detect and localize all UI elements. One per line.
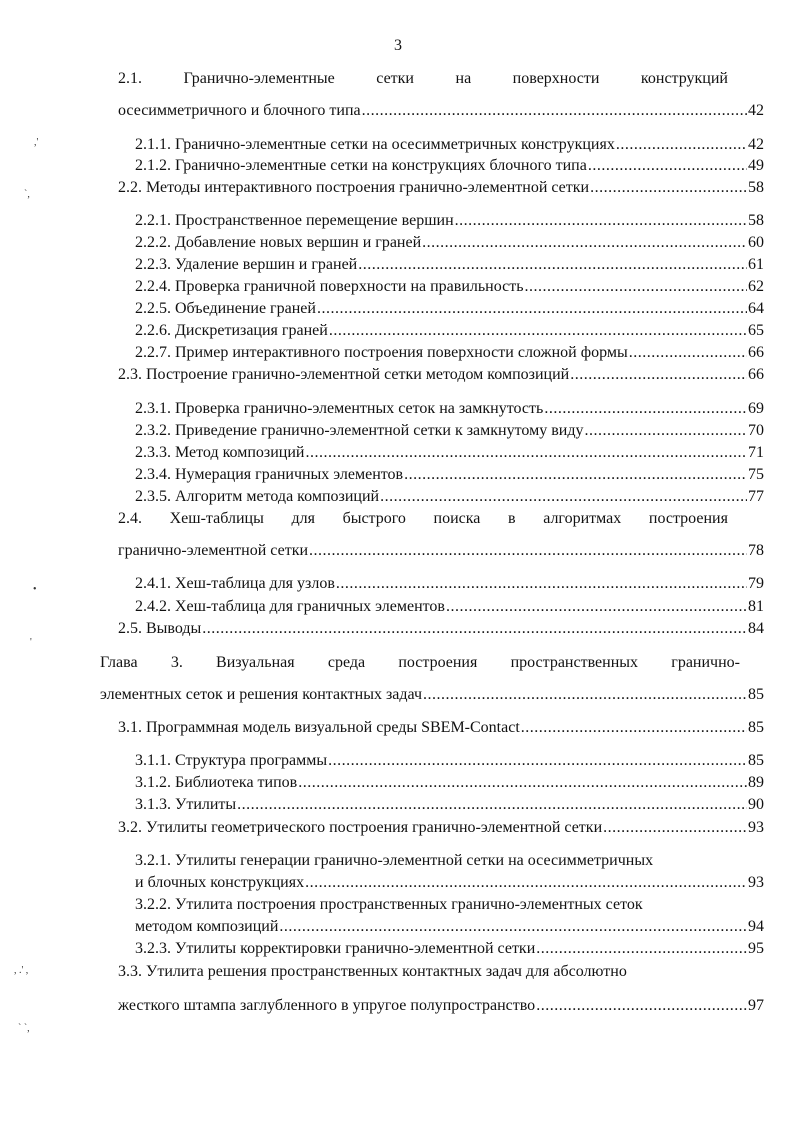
dot-leader <box>570 364 747 385</box>
dot-leader <box>329 320 747 341</box>
toc-entry-3-2-2-cont: методом композиций ..... 94 <box>135 916 764 937</box>
toc-entry-2-5: 2.5. Выводы ..... 84 <box>118 618 764 639</box>
scan-speck: , .' , <box>14 965 29 976</box>
dot-leader <box>404 464 747 485</box>
dot-leader <box>306 442 748 463</box>
page-number: 3 <box>394 37 402 54</box>
toc-entry-2-3-1: 2.3.1. Проверка гранично-элементных сеток на замкнутость ..... 69 <box>135 398 764 419</box>
dot-leader <box>590 177 747 198</box>
dot-leader <box>603 817 747 838</box>
dot-leader <box>584 420 747 441</box>
dot-leader <box>298 772 747 793</box>
scan-speck: ,' <box>34 137 39 148</box>
dot-leader <box>536 995 747 1016</box>
dot-leader <box>423 684 747 705</box>
dot-leader <box>309 540 747 561</box>
dot-leader <box>629 342 747 363</box>
toc-entry-2-2-4: 2.2.4. Проверка граничной поверхности на правильность ..... 62 <box>135 276 764 297</box>
dot-leader <box>422 232 747 253</box>
scan-speck: `, <box>24 189 30 200</box>
dot-leader <box>279 916 747 937</box>
toc-entry-2-2-7: 2.2.7. Пример интерактивного построения поверхности сложной формы ..... 66 <box>135 342 764 363</box>
toc-entry-2-1-cont: осесимметричного и блочного типа ..... 42 <box>118 100 764 121</box>
dot-leader <box>525 276 747 297</box>
dot-leader <box>358 254 747 275</box>
toc-entry-3-2-3: 3.2.3. Утилиты корректировки гранично-элементной сетки ..... 95 <box>135 938 764 959</box>
toc-entry-2-3-3: 2.3.3. Метод композиций ..... 71 <box>135 442 764 463</box>
dot-leader <box>536 938 747 959</box>
toc-entry-2-2-2: 2.2.2. Добавление новых вершин и граней ..... 60 <box>135 232 764 253</box>
toc-entry-2-3-2: 2.3.2. Приведение гранично-элементной сетки к замкнутому виду ..... 70 <box>135 420 764 441</box>
toc-entry-3-1-1: 3.1.1. Структура программы ..... 85 <box>135 750 764 771</box>
scan-speck: • <box>33 584 37 595</box>
dot-leader <box>237 794 747 815</box>
toc-chapter-3-cont: элементных сеток и решения контактных задач ..... 85 <box>100 684 764 705</box>
toc-entry-3-2: 3.2. Утилиты геометрического построения гранично-элементной сетки ..... 93 <box>118 817 764 838</box>
toc-entry-2-2-3: 2.2.3. Удаление вершин и граней ..... 61 <box>135 254 764 275</box>
toc-chapter-3: Глава 3. Визуальная среда построения пространственных гранично- <box>100 654 740 671</box>
toc-entry-2-2-6: 2.2.6. Дискретизация граней ..... 65 <box>135 320 764 341</box>
dot-leader <box>317 298 747 319</box>
toc-entry-3-1: 3.1. Программная модель визуальной среды SBEM-Contact ..... 85 <box>118 717 764 738</box>
toc-entry-2-1-2: 2.1.2. Гранично-элементные сетки на конструкциях блочного типа ..... 49 <box>135 155 764 176</box>
dot-leader <box>616 134 747 155</box>
scan-speck: ' <box>30 637 32 648</box>
toc-entry-2-3-5: 2.3.5. Алгоритм метода композиций ..... 77 <box>135 486 764 507</box>
dot-leader <box>588 155 747 176</box>
toc-entry-2-4-cont: гранично-элементной сетки ..... 78 <box>118 540 764 561</box>
toc-entry-3-3: 3.3. Утилита решения пространственных контактных задач для абсолютно <box>118 963 627 980</box>
toc-entry-2-3: 2.3. Построение гранично-элементной сетки методом композиций ..... 66 <box>118 364 764 385</box>
toc-entry-2-2-5: 2.2.5. Объединение граней ..... 64 <box>135 298 764 319</box>
toc-entry-3-2-1: 3.2.1. Утилиты генерации гранично-элементной сетки на осесимметричных <box>135 852 654 869</box>
toc-heading-2-1: 2.1. Гранично-элементные сетки на поверхности конструкций <box>118 70 728 87</box>
toc-entry-3-1-2: 3.1.2. Библиотека типов ..... 89 <box>135 772 764 793</box>
dot-leader <box>446 596 747 617</box>
dot-leader <box>362 100 747 121</box>
dot-leader <box>202 618 747 639</box>
toc-entry-3-2-1-cont: и блочных конструкциях ..... 93 <box>135 872 764 893</box>
toc-entry-2-3-4: 2.3.4. Нумерация граничных элементов ..... 75 <box>135 464 764 485</box>
toc-entry-2-4-2: 2.4.2. Хеш-таблица для граничных элементов ..... 81 <box>135 596 764 617</box>
toc-page: 42 <box>748 102 764 119</box>
dot-leader <box>380 486 747 507</box>
toc-entry-2-4-1: 2.4.1. Хеш-таблица для узлов ..... 79 <box>135 573 764 594</box>
dot-leader <box>336 573 747 594</box>
toc-heading-2-4: 2.4. Хеш-таблицы для быстрого поиска в алгоритмах построения <box>118 510 728 527</box>
dot-leader <box>544 398 747 419</box>
dot-leader <box>305 872 747 893</box>
toc-entry-2-1-1: 2.1.1. Гранично-элементные сетки на осесимметричных конструкциях ..... 42 <box>135 134 764 155</box>
toc-entry-3-1-3: 3.1.3. Утилиты ..... 90 <box>135 794 764 815</box>
dot-leader <box>521 717 747 738</box>
toc-entry-2-2: 2.2. Методы интерактивного построения гранично-элементной сетки ..... 58 <box>118 177 764 198</box>
dot-leader <box>455 210 747 231</box>
scan-speck: ` `, <box>18 1023 30 1034</box>
toc-entry-3-2-2: 3.2.2. Утилита построения пространственных гранично-элементных сеток <box>135 896 643 913</box>
toc-entry-3-3-cont: жесткого штампа заглубленного в упругое полупространство ..... 97 <box>118 995 764 1016</box>
toc-entry-2-2-1: 2.2.1. Пространственное перемещение вершин ..... 58 <box>135 210 764 231</box>
dot-leader <box>328 750 747 771</box>
